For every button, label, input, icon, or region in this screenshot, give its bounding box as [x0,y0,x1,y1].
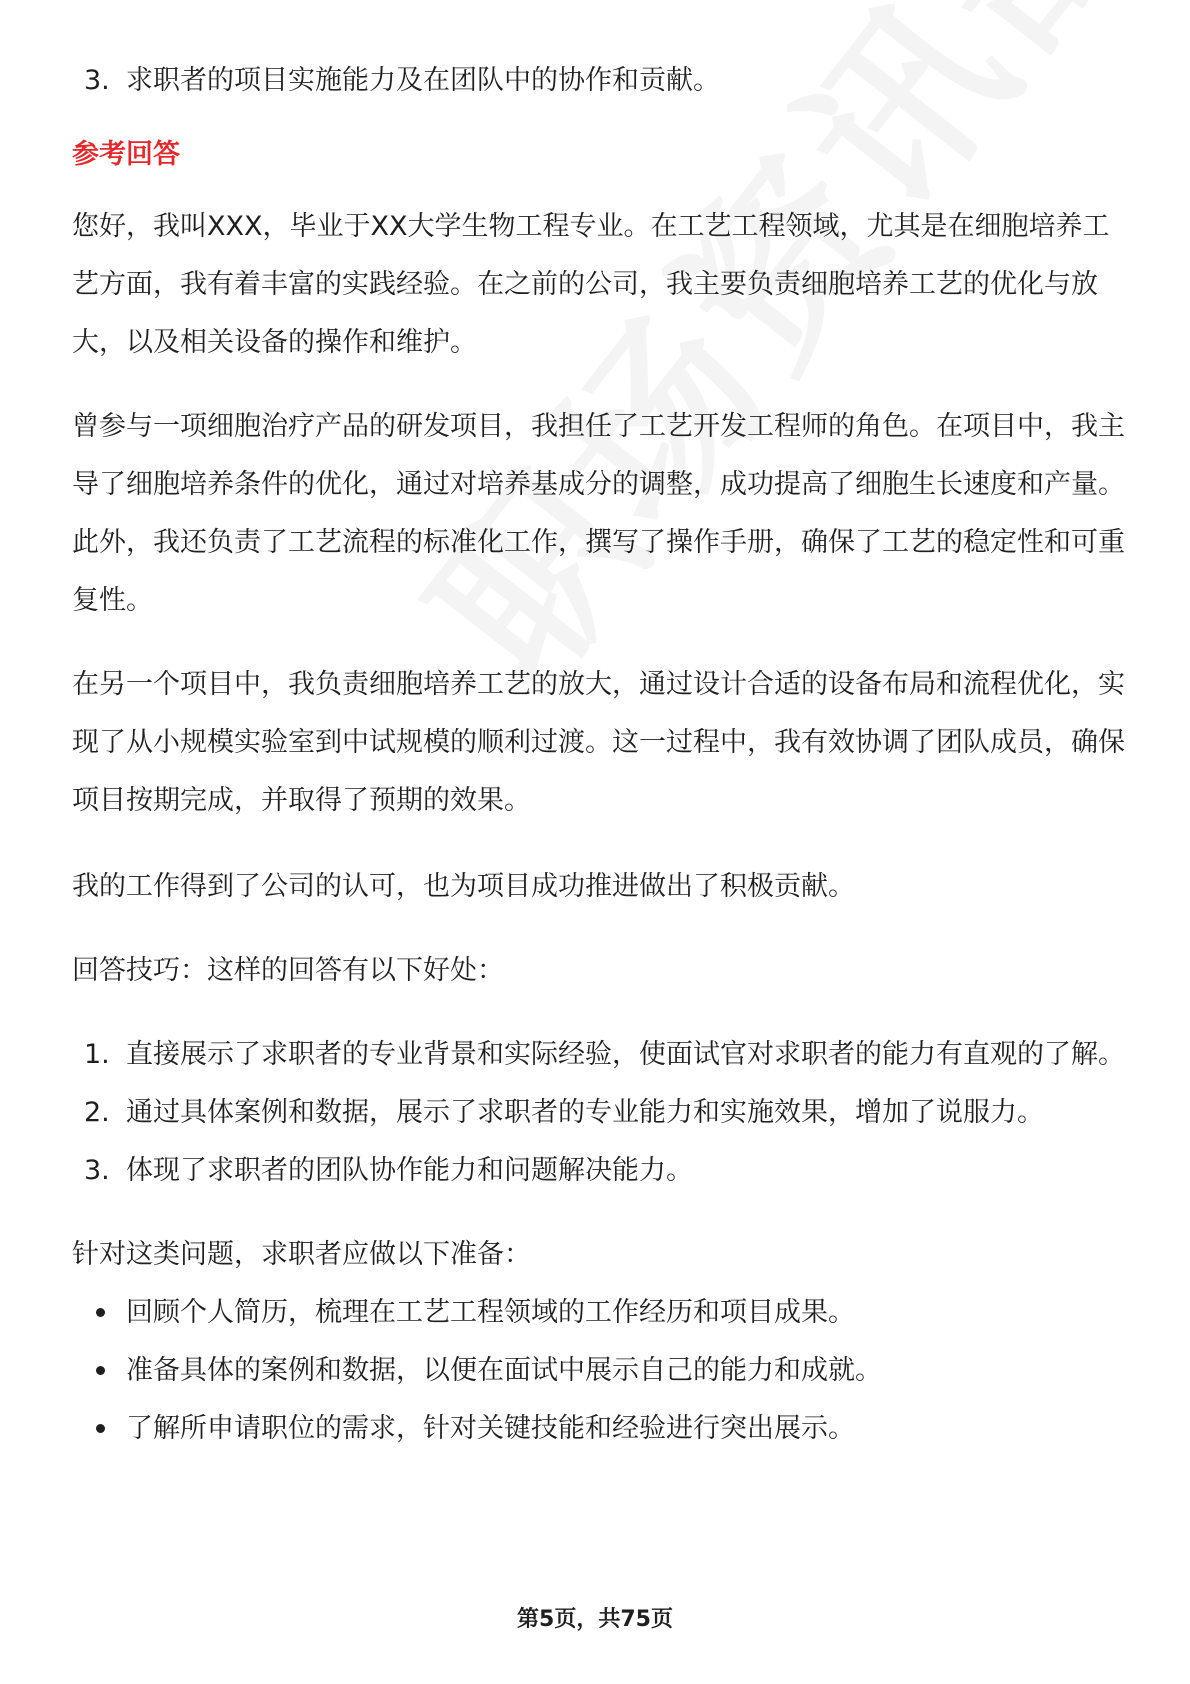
list-number: 3. [84,65,110,96]
prep-intro: 针对这类问题，求职者应做以下准备： [72,1239,531,1270]
list-number: 2. [84,1097,110,1128]
bullet-icon [96,1308,105,1317]
list-item-text: 直接展示了求职者的专业背景和实际经验，使面试官对求职者的能力有直观的了解。 [126,1039,1125,1070]
tips-list [72,1026,1132,1200]
list-item [72,1342,1132,1400]
criteria-list [72,52,1132,110]
bullet-icon [96,1366,105,1375]
list-item-text: 体现了求职者的团队协作能力和问题解决能力。 [126,1155,693,1186]
tips-intro: 回答技巧：这样的回答有以下好处： [72,955,504,986]
list-item [72,1084,1132,1142]
list-item [72,1400,1132,1458]
paragraph-project-2: 在另一个项目中，我负责细胞培养工艺的放大，通过设计合适的设备布局和流程优化，实现了从小规模实验室到中试规模的顺利过渡。这一过程中，我有效协调了团队成员，确保项目按期完成，并取得了预期的效果。 [72,669,1125,816]
bullet-icon [96,1424,105,1433]
paragraph-intro: 您好，我叫XXX，毕业于XX大学生物工程专业。在工艺工程领域，尤其是在细胞培养工艺方面，我有着丰富的实践经验。在之前的公司，我主要负责细胞培养工艺的优化与放大，以及相关设备的操作和维护。 [72,211,1110,358]
paragraph-project-1: 曾参与一项细胞治疗产品的研发项目，我担任了工艺开发工程师的角色。在项目中，我主导了细胞培养条件的优化，通过对培养基成分的调整，成功提高了细胞生长速度和产量。此外，我还负责了工艺流程的标准化工作，撰写了操作手册，确保了工艺的稳定性和可重复性。 [72,411,1125,616]
paragraph-conclusion: 我的工作得到了公司的认可，也为项目成功推进做出了积极贡献。 [72,871,855,902]
page-number: 第5页，共75页 [517,1607,673,1632]
list-item [72,52,1132,110]
list-item-text: 了解所申请职位的需求，针对关键技能和经验进行突出展示。 [126,1413,855,1444]
list-item [72,1284,1132,1342]
document-body [72,52,1132,1458]
section-heading: 参考回答 [72,139,180,170]
list-number: 3. [84,1155,110,1186]
list-item [72,1142,1132,1200]
list-item-text: 通过具体案例和数据，展示了求职者的专业能力和实施效果，增加了说服力。 [126,1097,1044,1128]
list-item-text: 回顾个人简历，梳理在工艺工程领域的工作经历和项目成果。 [126,1297,855,1328]
list-item [72,1026,1132,1084]
prep-list [72,1284,1132,1458]
list-number: 1. [84,1039,110,1070]
list-item-text: 求职者的项目实施能力及在团队中的协作和贡献。 [126,65,720,96]
list-item-text: 准备具体的案例和数据，以便在面试中展示自己的能力和成就。 [126,1355,882,1386]
